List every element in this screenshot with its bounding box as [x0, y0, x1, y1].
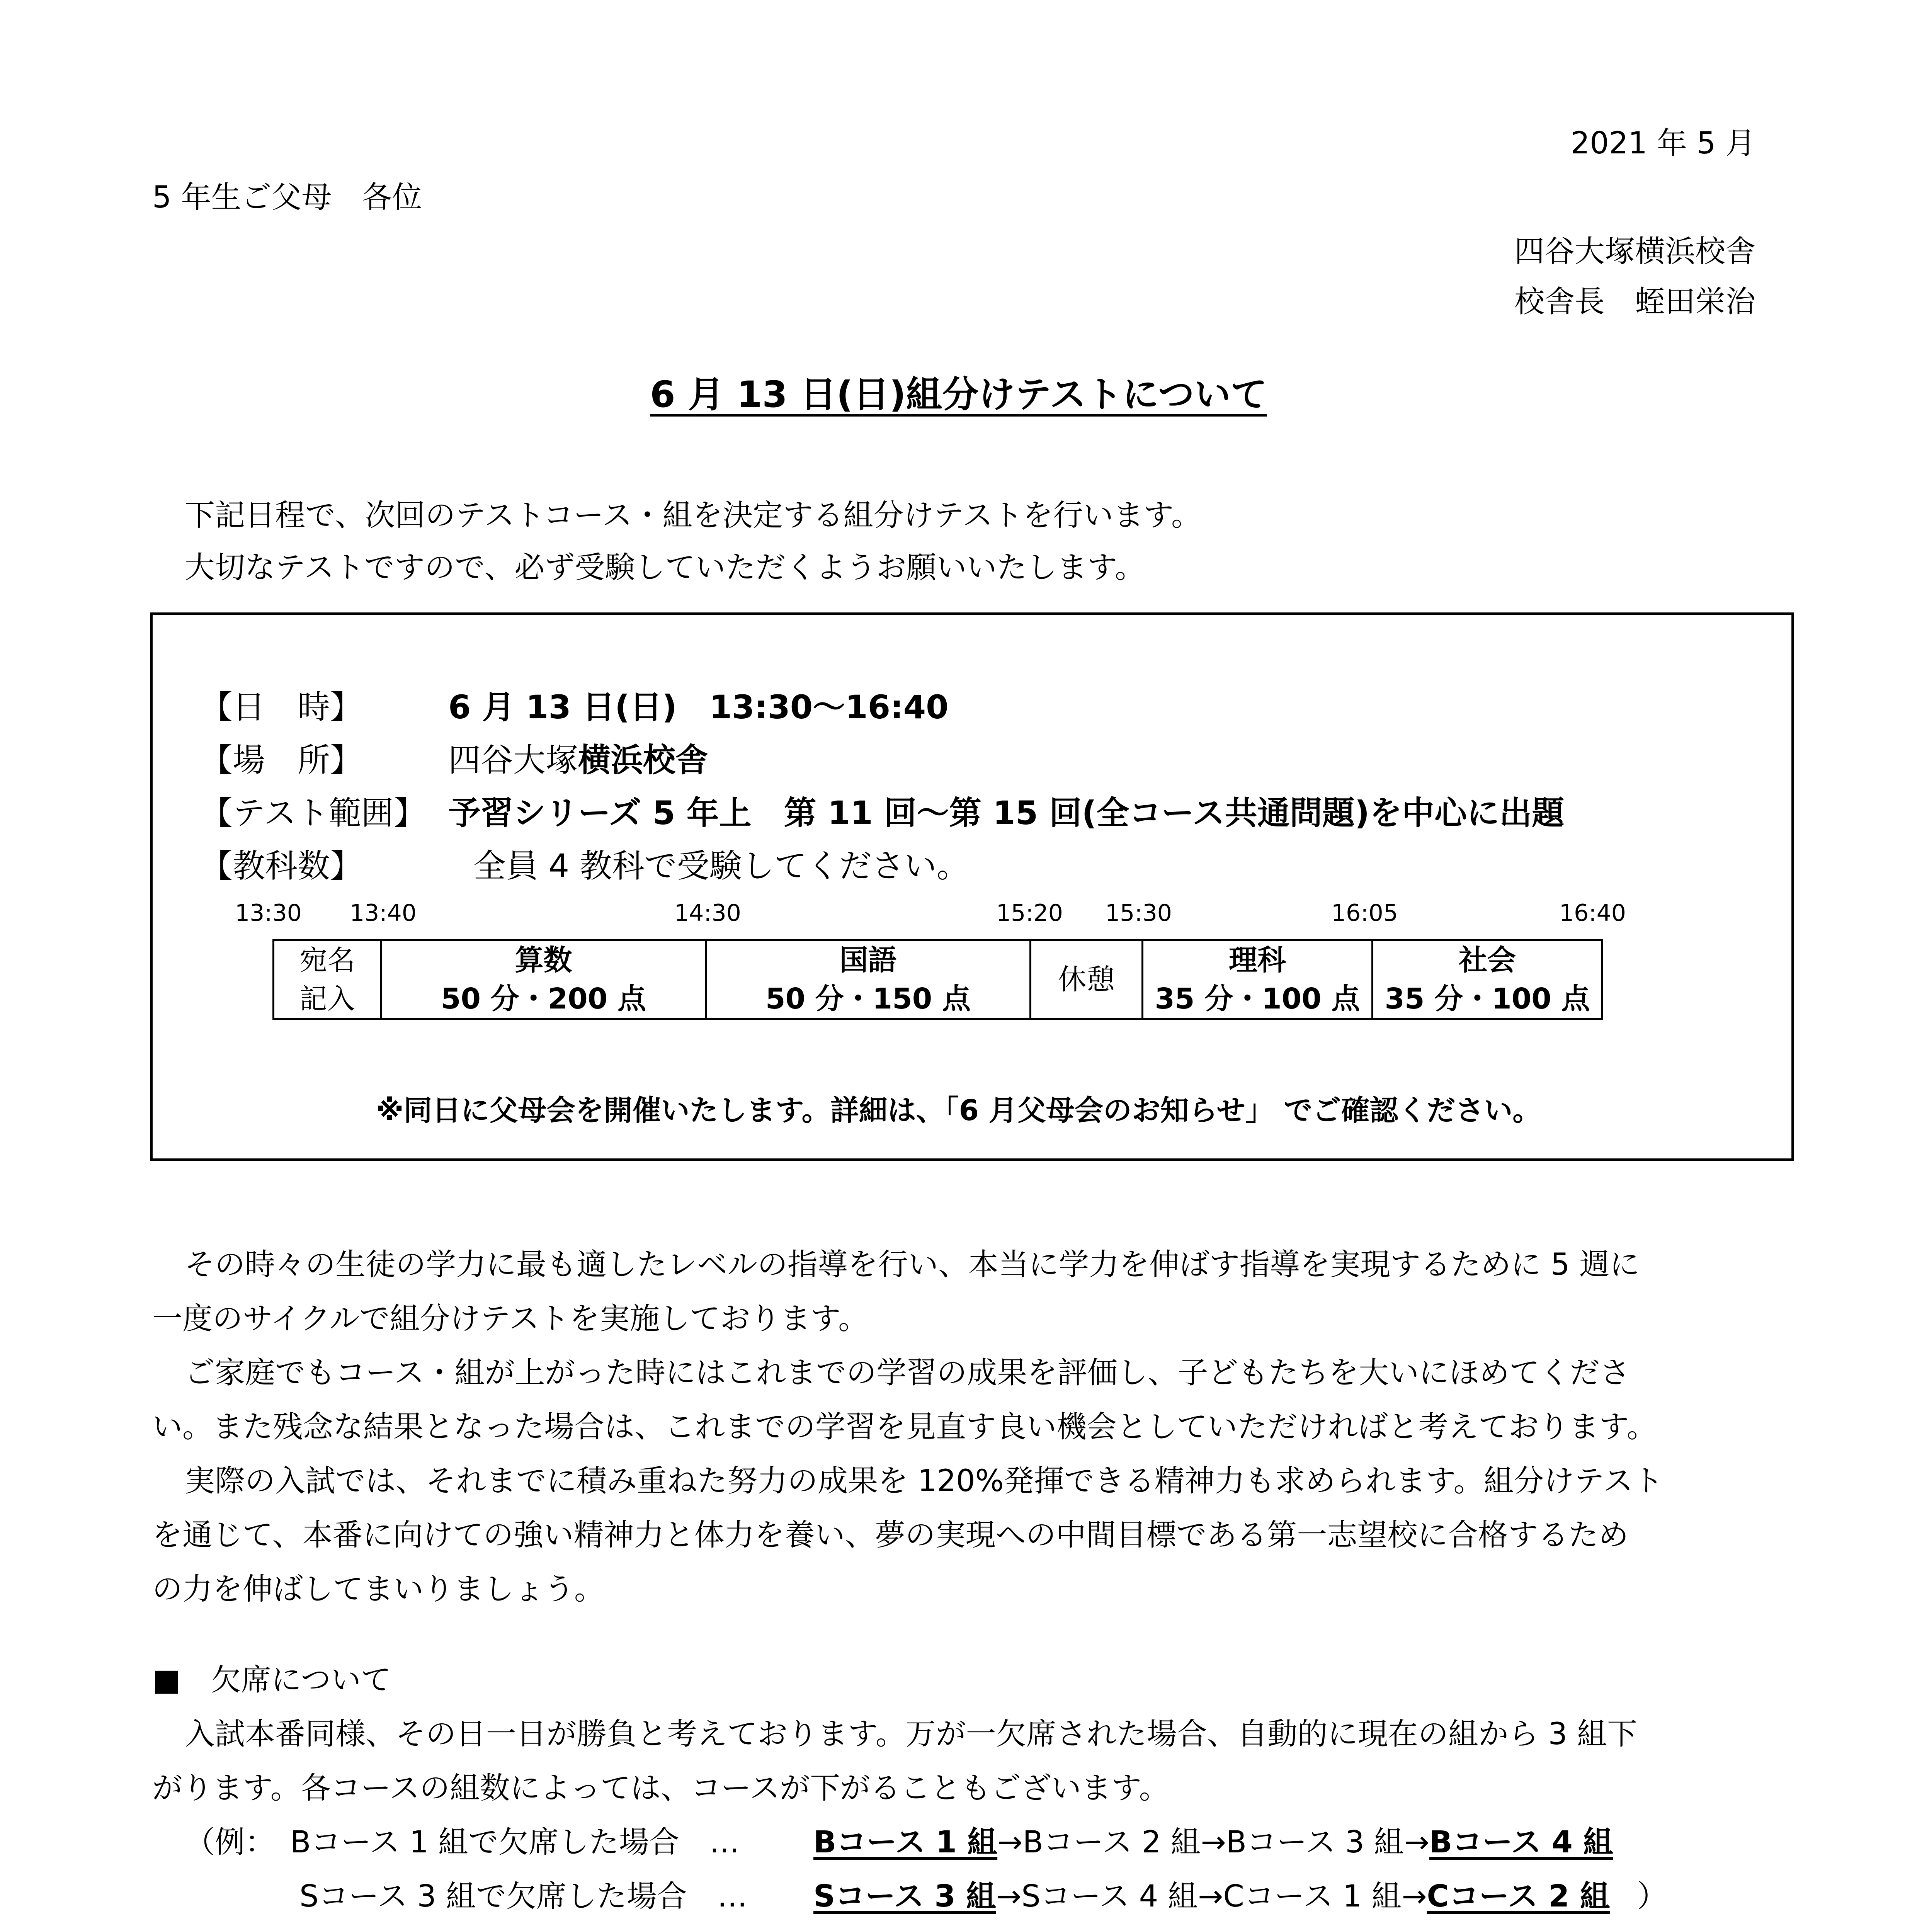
body-line: を通じて、本番に向けての強い精神力と体力を養い、夢の実現への中間目標である第一志望校に合格するため [152, 1518, 1629, 1553]
example-2-path [813, 1872, 1667, 1915]
document-date: 2021 年 5 月 [1570, 126, 1755, 161]
parent-meeting-notice: ※同日に父母会を開催いたします。詳細は、「6 月父母会のお知らせ」 でご確認ください。 [376, 1094, 1541, 1127]
schedule-cell-science [1143, 940, 1373, 1019]
place-label: 【場 所】 [200, 741, 363, 779]
school-name: 四谷大塚横浜校舎 [1514, 234, 1755, 269]
example-2-start: Sコース 3 組 [813, 1879, 996, 1914]
time-tick: 13:40 [350, 900, 417, 927]
date-value: 6 月 13 日(日) 13:30～16:40 [448, 688, 949, 726]
schedule-cell-name [274, 940, 381, 1019]
japanese-detail: 50 分・150 点 [765, 982, 971, 1015]
place-value-bold: 横浜校舎 [578, 741, 708, 779]
example-1-label: （例： Bコース 1 組で欠席した場合 … [185, 1825, 740, 1860]
example-1-mid: →Bコース 2 組→Bコース 3 組→ [997, 1825, 1429, 1860]
place-value [448, 734, 708, 781]
schedule-cell-social [1373, 940, 1602, 1019]
schedule-cell-break [1031, 940, 1143, 1019]
subjects-label: 【教科数】 [200, 847, 363, 885]
example-1-path [813, 1818, 1613, 1861]
principal-name: 校舎長 蛭田栄治 [1514, 284, 1755, 319]
absence-line-1: 入試本番同様、その日一日が勝負と考えております。万が一欠席された場合、自動的に現在の組から 3 組下 [185, 1717, 1637, 1752]
body-line: い。また残念な結果となった場合は、これまでの学習を見直す良い機会としていただければと考えております。 [152, 1410, 1657, 1444]
range-label: 【テスト範囲】 [200, 794, 426, 832]
name-line-1: 宛名 [299, 944, 355, 976]
example-1-end: Bコース 4 組 [1429, 1825, 1613, 1860]
schedule-table [272, 939, 1603, 1020]
time-tick: 13:30 [235, 900, 302, 927]
schedule-cell-math [381, 940, 706, 1019]
intro-line-1: 下記日程で、次回のテストコース・組を決定する組分けテストを行います。 [185, 498, 1201, 533]
example-1-start: Bコース 1 組 [813, 1825, 998, 1860]
math-name: 算数 [515, 944, 572, 977]
body-line: ご家庭でもコース・組が上がった時にはこれまでの学習の成果を評価し、子どもたちを大いにほめてくださ [185, 1355, 1630, 1390]
time-tick: 14:30 [674, 900, 741, 927]
math-detail: 50 分・200 点 [441, 982, 646, 1015]
social-name: 社会 [1459, 944, 1516, 977]
place-value-normal: 四谷大塚 [448, 741, 578, 779]
science-name: 理科 [1229, 944, 1286, 977]
science-detail: 35 分・100 点 [1155, 982, 1360, 1015]
addressee: 5 年生ご父母 各位 [152, 180, 422, 215]
intro-line-2: 大切なテストですので、必ず受験していただくようお願いいたします。 [185, 550, 1145, 585]
body-line: の力を伸ばしてまいりましょう。 [152, 1572, 605, 1607]
social-detail: 35 分・100 点 [1385, 982, 1590, 1015]
range-value: 予習シリーズ 5 年上 第 11 回～第 15 回(全コース共通問題)を中心に出題 [448, 794, 1565, 832]
name-line-2: 記入 [299, 983, 355, 1015]
time-tick: 15:20 [996, 900, 1063, 927]
absence-heading: ■ 欠席について [152, 1663, 391, 1697]
break-name: 休憩 [1058, 963, 1115, 996]
body-line: その時々の生徒の学力に最も適したレベルの指導を行い、本当に学力を伸ばす指導を実現するために 5 週に [185, 1247, 1640, 1282]
document-title: 6 月 13 日(日)組分けテストについて [650, 374, 1267, 416]
time-tick: 15:30 [1105, 900, 1172, 927]
body-line: 実際の入試では、それまでに積み重ねた努力の成果を 120%発揮できる精神力も求められます。組分けテスト [185, 1464, 1664, 1498]
time-tick: 16:05 [1331, 900, 1398, 927]
absence-line-2: がります。各コースの組数によっては、コースが下がることもございます。 [152, 1771, 1169, 1806]
example-2-mid: →Sコース 4 組→Cコース 1 組→ [996, 1879, 1427, 1914]
test-info-box [150, 612, 1794, 1161]
body-line: 一度のサイクルで組分けテストを実施しております。 [152, 1301, 869, 1336]
schedule-cell-japanese [706, 940, 1031, 1019]
japanese-name: 国語 [839, 944, 897, 977]
time-tick: 16:40 [1559, 900, 1626, 927]
subjects-value: 全員 4 教科で受験してください。 [473, 847, 969, 885]
example-2-label: Sコース 3 組で欠席した場合 … [299, 1879, 747, 1914]
date-label: 【日 時】 [200, 688, 363, 726]
example-2-close: ） [1637, 1879, 1667, 1914]
example-2-end: Cコース 2 組 [1427, 1879, 1610, 1914]
